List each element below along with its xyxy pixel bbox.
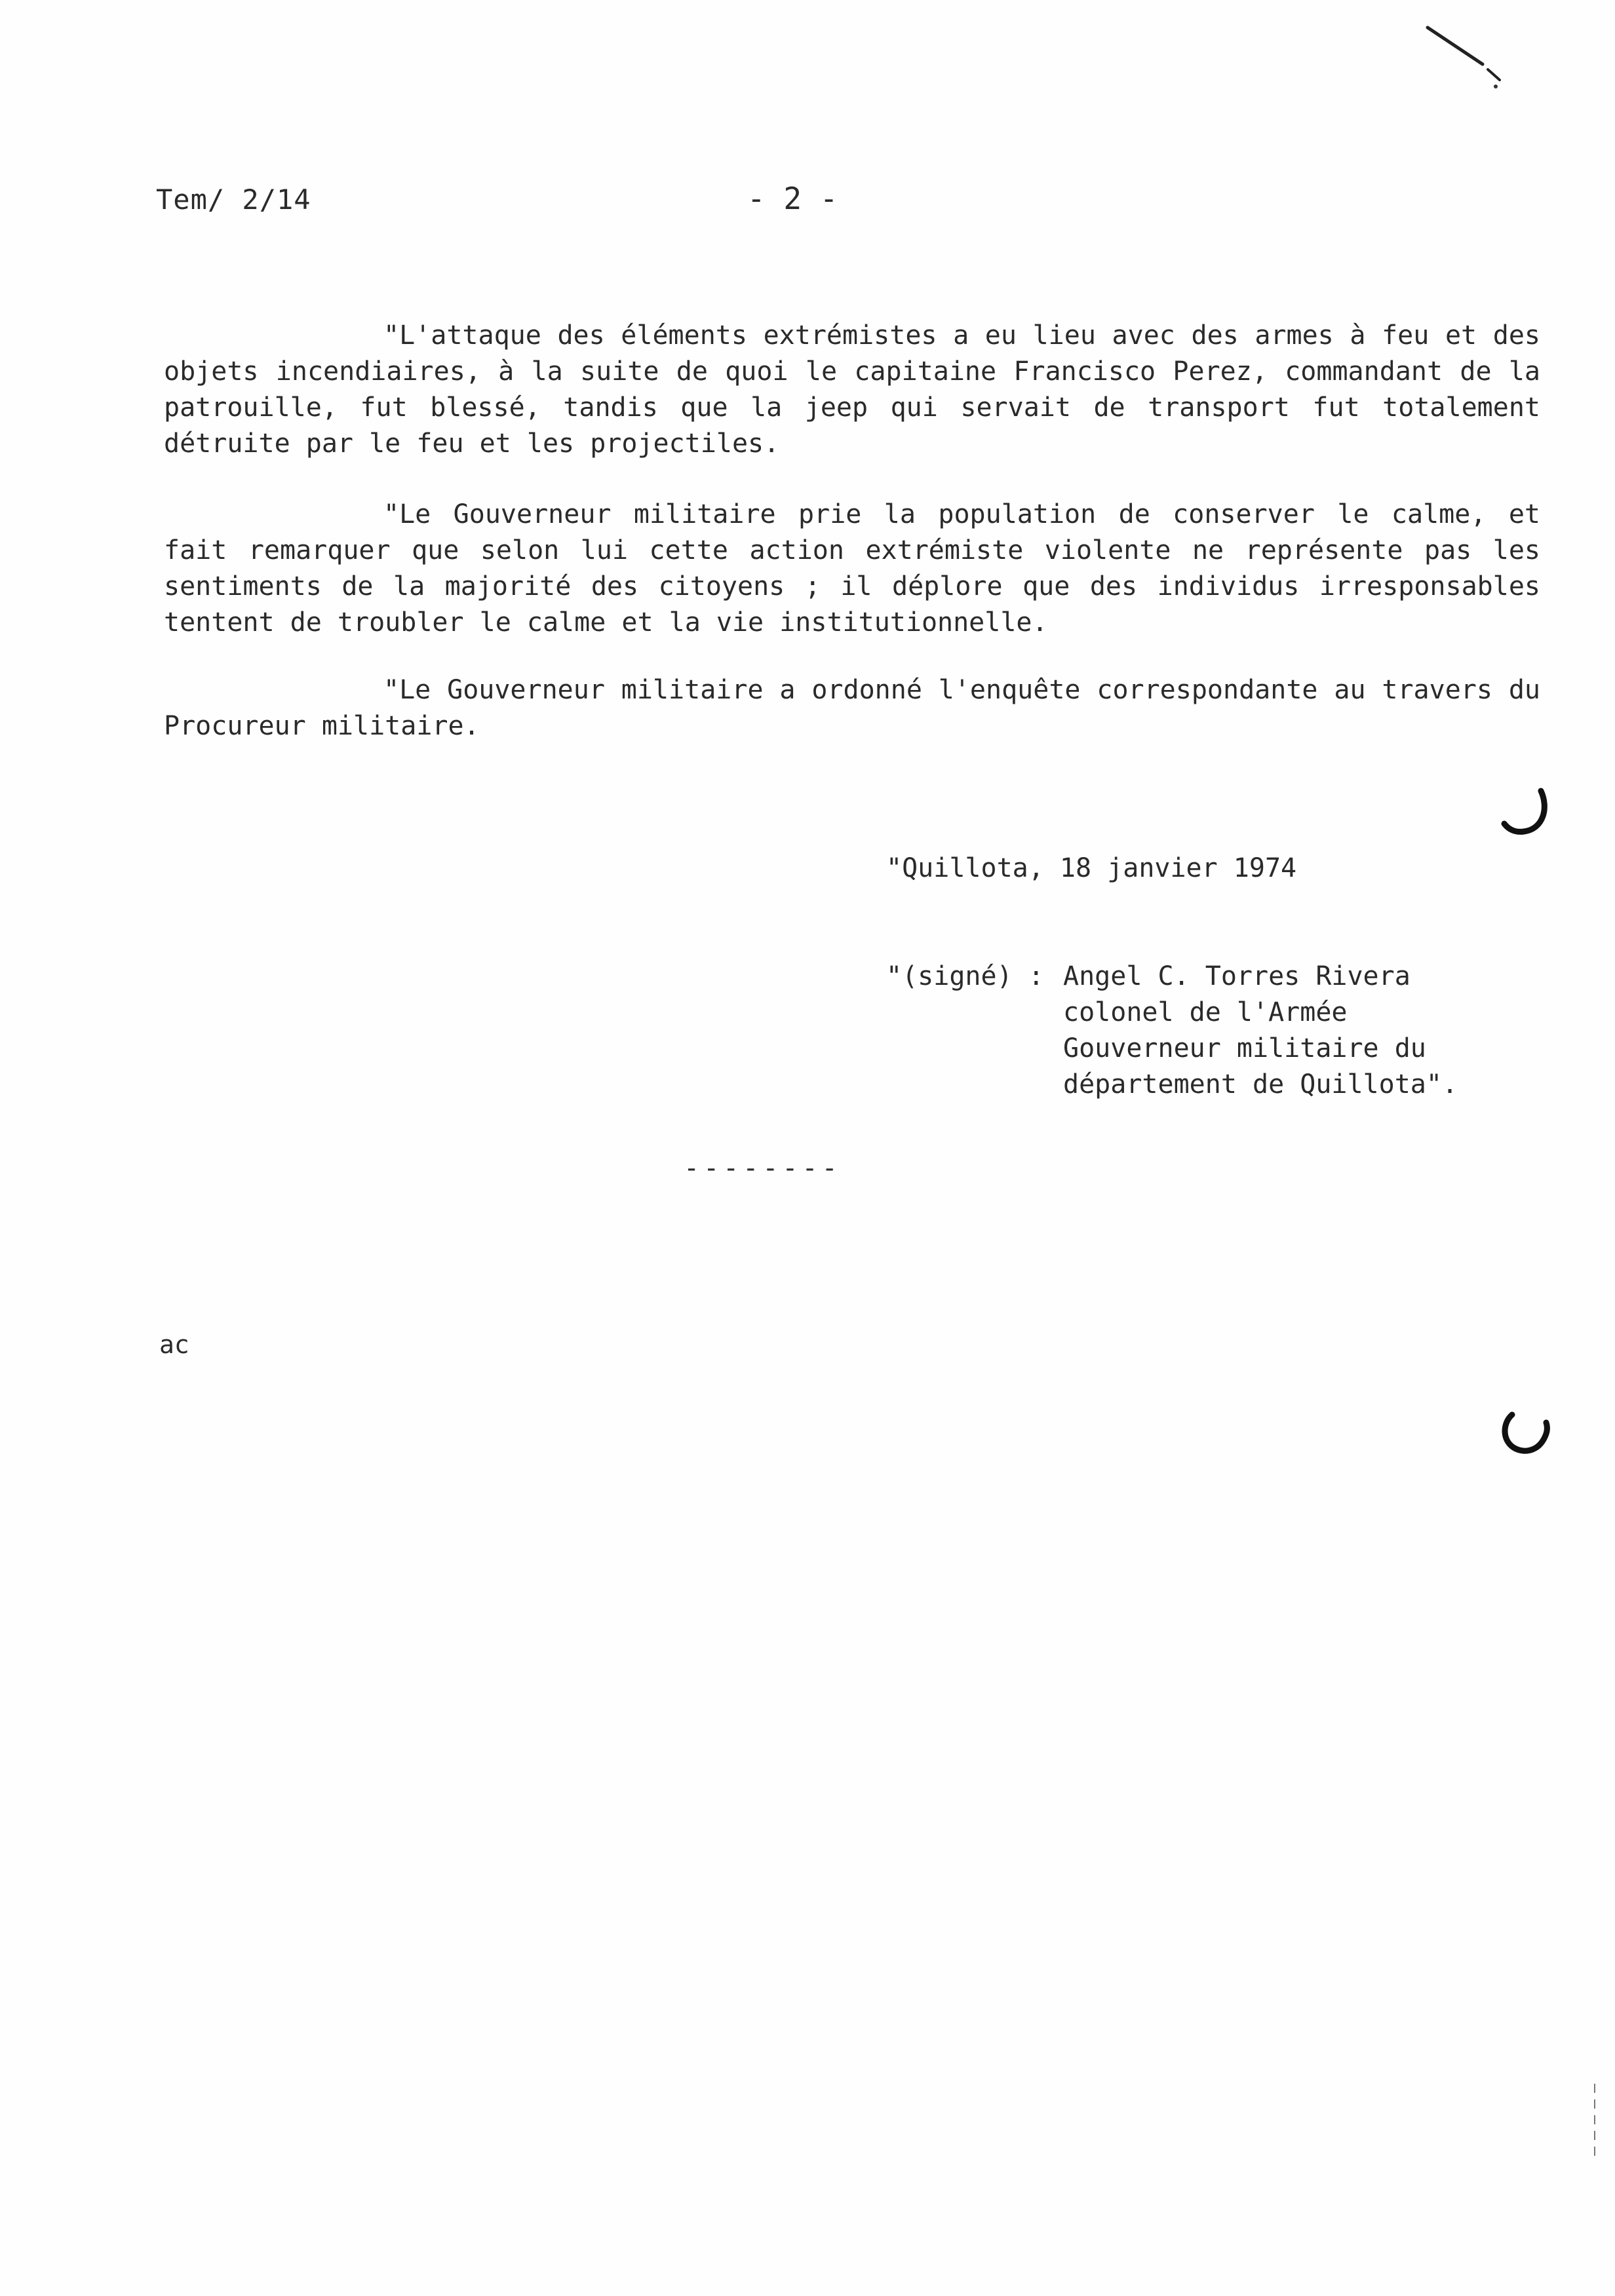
binder-hole-mark [1498,783,1557,842]
place-date: "Quillota, 18 janvier 1974 [886,853,1297,883]
paragraph-text: "L'attaque des éléments extrémistes a eu lieu avec des armes à feu et des objets incendiaires, à la suite de quoi le capitaine Francisco Perez, commandant de la patrouille, fut blessé, tandis que la jeep qui servait de transport fut totalement détruite par le feu et les projectiles. [164,320,1540,459]
signature-block [886,778,1458,1175]
page-number: - 2 - [747,181,838,216]
signed-prefix: "(signé) : [886,961,1044,991]
paragraph-attack [164,318,1540,462]
signatory-title-1: Gouverneur militaire du [1063,1033,1426,1063]
signatory-lines [1063,959,1458,1103]
typist-initials: ac [159,1330,189,1359]
document-reference: Tem/ 2/14 [156,183,311,216]
separator-line: -------- [684,1153,842,1183]
paragraph-text: "Le Gouverneur militaire prie la population de conserver le calme, et fait remarquer que selon lui cette action extrémiste violente ne représente pas les sentiments de la majorité des citoyens ; il déplore que des individus irresponsables tentent de troubler le calme et la vie institutionnelle. [164,499,1540,638]
signature-row [886,959,1458,1103]
paragraph-text: "Le Gouverneur militaire a ordonné l'enquête correspondante au travers du Procureur militaire. [164,675,1540,741]
binder-hole-mark [1498,1406,1557,1464]
signatory-rank: colonel de l'Armée [1063,997,1348,1027]
signatory-name: Angel C. Torres Rivera [1063,961,1411,991]
paragraph-appeal [164,497,1540,641]
paragraph-investigation [164,672,1540,744]
signatory-title-2: département de Quillota". [1063,1069,1458,1100]
edge-mark [1591,2084,1598,2162]
pen-stroke-mark [1422,20,1514,92]
